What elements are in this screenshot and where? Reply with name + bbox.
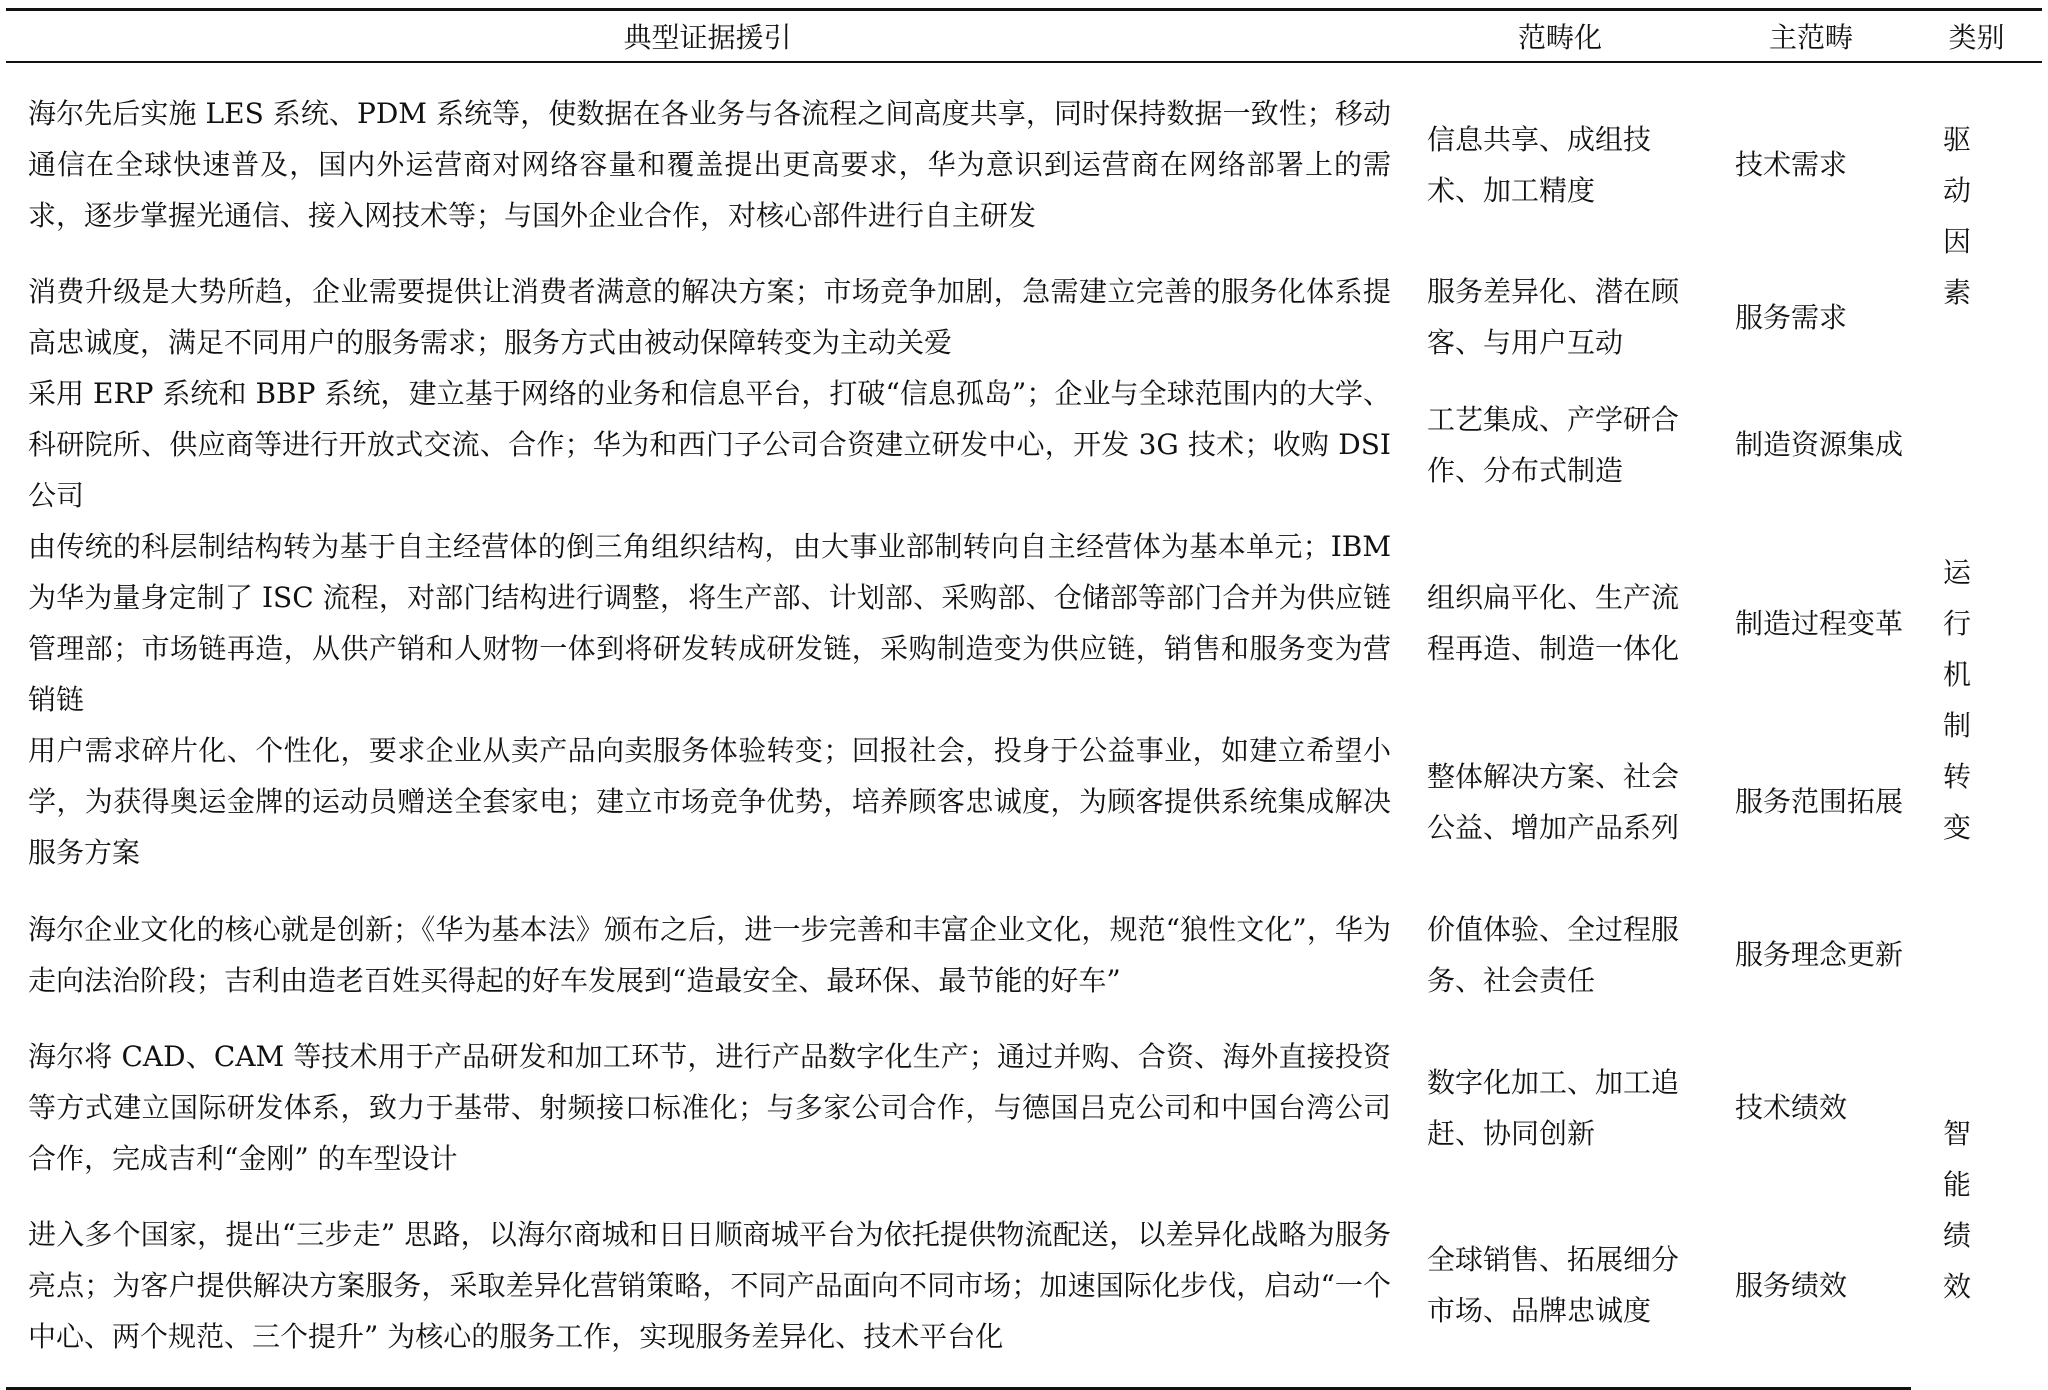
categorization-cell: 服务差异化、潜在顾客、与用户互动 <box>1427 275 1680 359</box>
categorization-cell: 工艺集成、产学研合作、分布式制造 <box>1427 402 1680 487</box>
table-row <box>6 725 2042 878</box>
quote-cell: 海尔先后实施 LES 系统、PDM 系统等，使数据在各业务与各流程之间高度共享，同时保持数据一致性；移动通信在全球快速普及，国内外运营商对网络容量和覆盖提出更高要求，华为意识到运营商在网络部署上的需求，逐步掌握光通信、接入网技术等；与国外企业合作，对核心部件进行自主研发 <box>28 97 1391 232</box>
table-row <box>6 878 2042 1031</box>
header-row <box>6 10 2042 63</box>
header-main-category: 主范畴 <box>1711 10 1911 63</box>
type-cell: 驱动因素 <box>1943 122 2002 309</box>
table-row <box>6 368 2042 521</box>
main-category-cell: 技术需求 <box>1735 148 1848 181</box>
categorization-cell: 信息共享、成组技术、加工精度 <box>1427 122 1652 207</box>
categorization-cell: 组织扁平化、生产流程再造、制造一体化 <box>1427 581 1680 665</box>
header-type: 类别 <box>1911 10 2042 63</box>
quote-cell: 进入多个国家，提出“三步走” 思路，以海尔商城和日日顺商城平台为依托提供物流配送，以差异化战略为服务亮点；为客户提供解决方案服务，采取差异化营销策略，不同产品面向不同市场；加速国际化步伐，启动“一个中心、两个规范、三个提升” 为核心的服务工作，实现服务差异化、技术平台化 <box>6 1184 1409 1388</box>
table-row <box>6 266 2042 368</box>
main-category-cell: 服务绩效 <box>1711 1184 1911 1388</box>
quote-cell: 消费升级是大势所趋，企业需要提供让消费者满意的解决方案；市场竞争加剧，急需建立完善的服务化体系提高忠诚度，满足不同用户的服务需求；服务方式由被动保障转变为主动关爱 <box>28 275 1391 359</box>
categorization-cell: 整体解决方案、社会公益、增加产品系列 <box>1427 759 1680 844</box>
type-cell: 智能绩效 <box>1943 1116 2002 1303</box>
categorization-cell: 全球销售、拓展细分市场、品牌忠诚度 <box>1409 1184 1711 1388</box>
main-category-cell: 服务范围拓展 <box>1735 785 1904 818</box>
header-quote: 典型证据援引 <box>6 10 1409 63</box>
table-row <box>6 1031 2042 1184</box>
main-category-cell: 服务需求 <box>1735 300 1848 334</box>
quote-cell: 采用 ERP 系统和 BBP 系统，建立基于网络的业务和信息平台，打破“信息孤岛”；企业与全球范围内的大学、科研院所、供应商等进行开放式交流、合作；华为和西门子公司合资建立研发中心，开发 3G 技术；收购 DSI 公司 <box>28 377 1391 512</box>
quote-cell: 由传统的科层制结构转为基于自主经营体的倒三角组织结构，由大事业部制转向自主经营体为基本单元；IBM 为华为量身定制了 ISC 流程，对部门结构进行调整，将生产部、计划部、采购部、仓储部等部门合并为供应链管理部；市场链再造，从供产销和人财物一体到将研发转成研发链，采购制造变为供应链，销售和服务变为营销链 <box>28 530 1391 716</box>
table-row <box>6 1184 2042 1388</box>
header-categorization: 范畴化 <box>1409 10 1711 63</box>
main-category-cell: 技术绩效 <box>1735 1091 1848 1124</box>
main-category-cell: 制造过程变革 <box>1735 606 1904 640</box>
categorization-cell: 数字化加工、加工追赶、协同创新 <box>1427 1065 1680 1150</box>
categorization-cell: 价值体验、全过程服务、社会责任 <box>1427 912 1680 997</box>
quote-cell: 海尔企业文化的核心就是创新；《华为基本法》颁布之后，进一步完善和丰富企业文化，规范“狼性文化”，华为走向法治阶段；吉利由造老百姓买得起的好车发展到“造最安全、最环保、最节能的好车” <box>28 912 1391 997</box>
evidence-table <box>6 8 2042 1390</box>
table-row <box>6 62 2042 266</box>
main-category-cell: 服务理念更新 <box>1735 938 1904 971</box>
table-header <box>6 10 2042 63</box>
main-category-cell: 制造资源集成 <box>1735 428 1904 461</box>
quote-cell: 海尔将 CAD、CAM 等技术用于产品研发和加工环节，进行产品数字化生产；通过并购、合资、海外直接投资等方式建立国际研发体系，致力于基带、射频接口标准化；与多家公司合作，与德国吕克公司和中国台湾公司合作，完成吉利“金刚” 的车型设计 <box>28 1040 1391 1175</box>
quote-cell: 用户需求碎片化、个性化，要求企业从卖产品向卖服务体验转变；回报社会，投身于公益事业，如建立希望小学，为获得奥运金牌的运动员赠送全套家电；建立市场竞争优势，培养顾客忠诚度，为顾客提供系统集成解决服务方案 <box>28 734 1391 869</box>
table-body <box>6 62 2042 1388</box>
type-cell: 运行机制转变 <box>1943 555 2002 844</box>
table-row <box>6 521 2042 725</box>
